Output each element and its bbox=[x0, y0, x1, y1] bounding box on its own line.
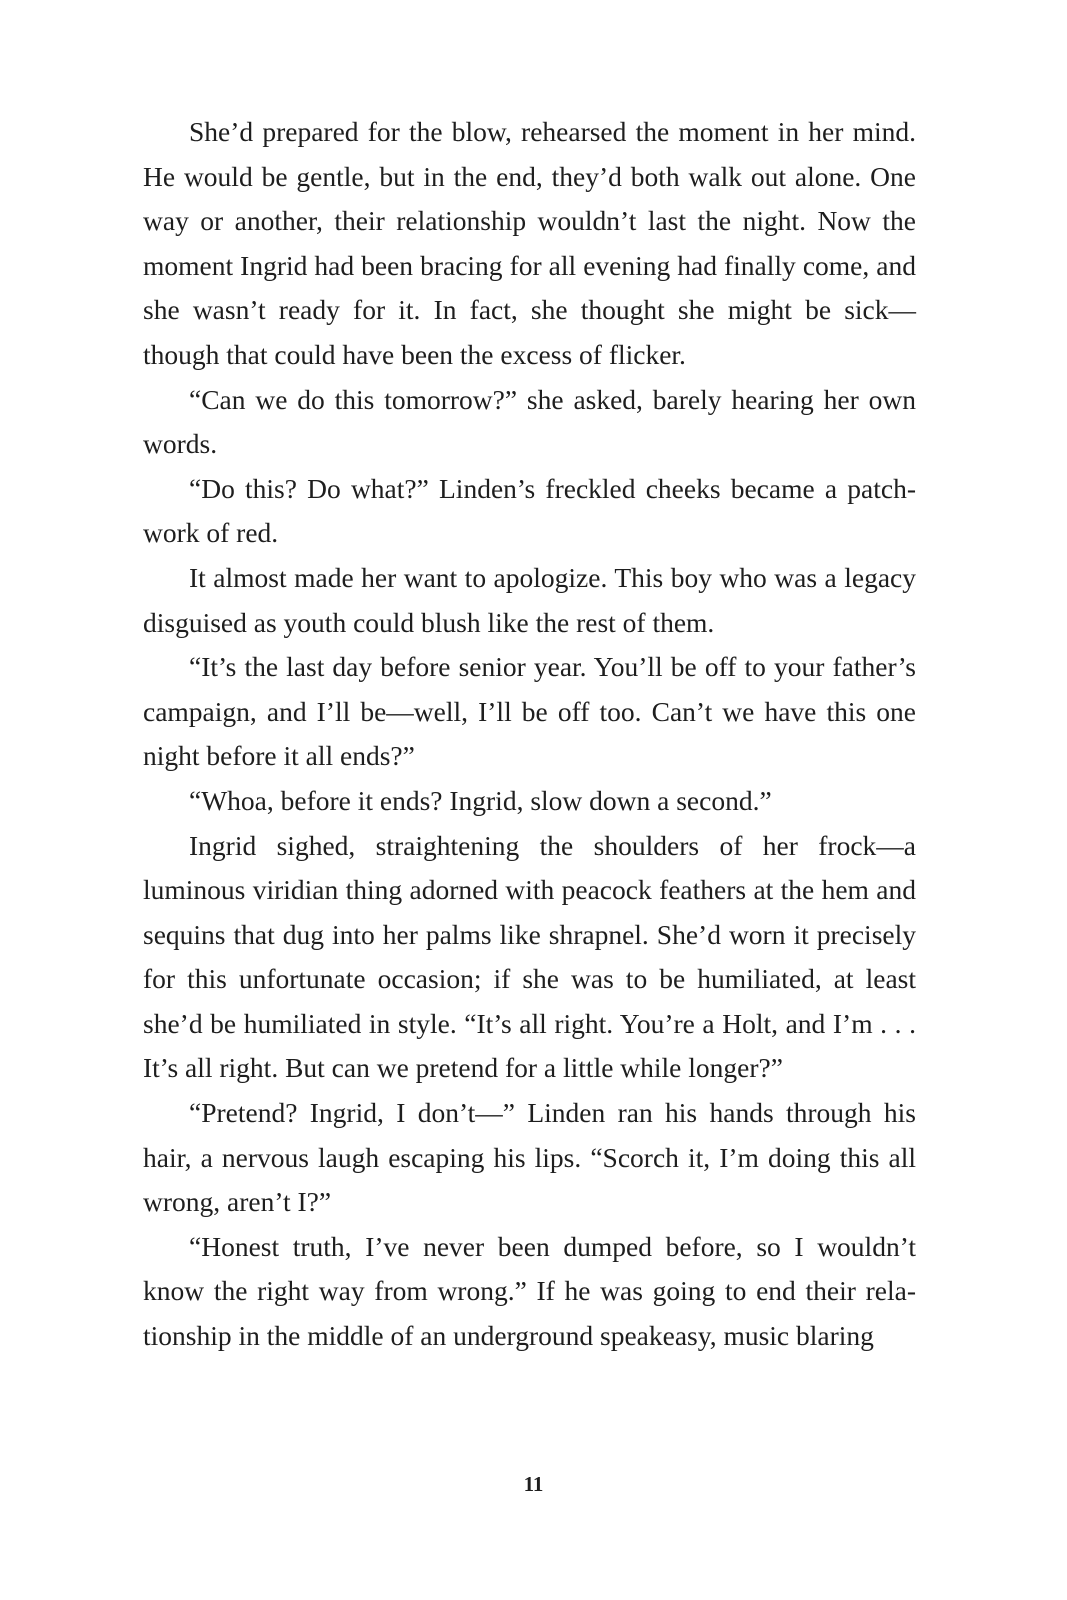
page-number: 11 bbox=[523, 1472, 544, 1496]
paragraph: “It’s the last day before senior year. You’ll be off to your father’s campaign, and I’ll be—well, I’ll be off too. Can’t we have this one night before it all ends?” bbox=[143, 651, 916, 772]
paragraph: “Whoa, before it ends? Ingrid, slow down a second.” bbox=[189, 784, 772, 816]
body-text bbox=[143, 110, 916, 1359]
paragraph: She’d prepared for the blow, rehearsed the moment in her mind. He would be gentle, but in the end, they’d both walk out alone. One way or another, their relationship wouldn’t last the night. Now the moment Ingrid had been bracing for all evening had finally come, and she wasn’t ready for it. In fact, she thought she might be sick—though that could have been the excess of flicker. bbox=[143, 116, 916, 370]
paragraph: “Pretend? Ingrid, I don’t—” Linden ran his hands through his hair, a nervous laugh escaping his lips. “Scorch it, I’m doing this all wrong, aren’t I?” bbox=[143, 1097, 916, 1218]
paragraph: It almost made her want to apologize. This boy who was a legacy disguised as youth could blush like the rest of them. bbox=[143, 561, 916, 638]
paragraph: “Honest truth, I’ve never been dumped before, so I wouldn’t know the right way from wrong.” If he was going to end their relationship in the middle of an underground speakeasy, music blaring bbox=[143, 1230, 916, 1352]
paragraph: Ingrid sighed, straightening the shoulders of her frock—a luminous viridian thing adorned with peacock feathers at the hem and sequins that dug into her palms like shrapnel. She’d worn it precisely for this unfortunate occasion; if she was to be humiliated, at least she’d be humiliated in style. “It’s all right. You’re a Holt, and I’m . . . It’s all right. But can we pretend for a little while longer?” bbox=[143, 829, 916, 1084]
paragraph: “Can we do this tomorrow?” she asked, barely hearing her own words. bbox=[143, 383, 916, 460]
paragraph: “Do this? Do what?” Linden’s freckled cheeks became a patchwork of red. bbox=[143, 472, 916, 549]
